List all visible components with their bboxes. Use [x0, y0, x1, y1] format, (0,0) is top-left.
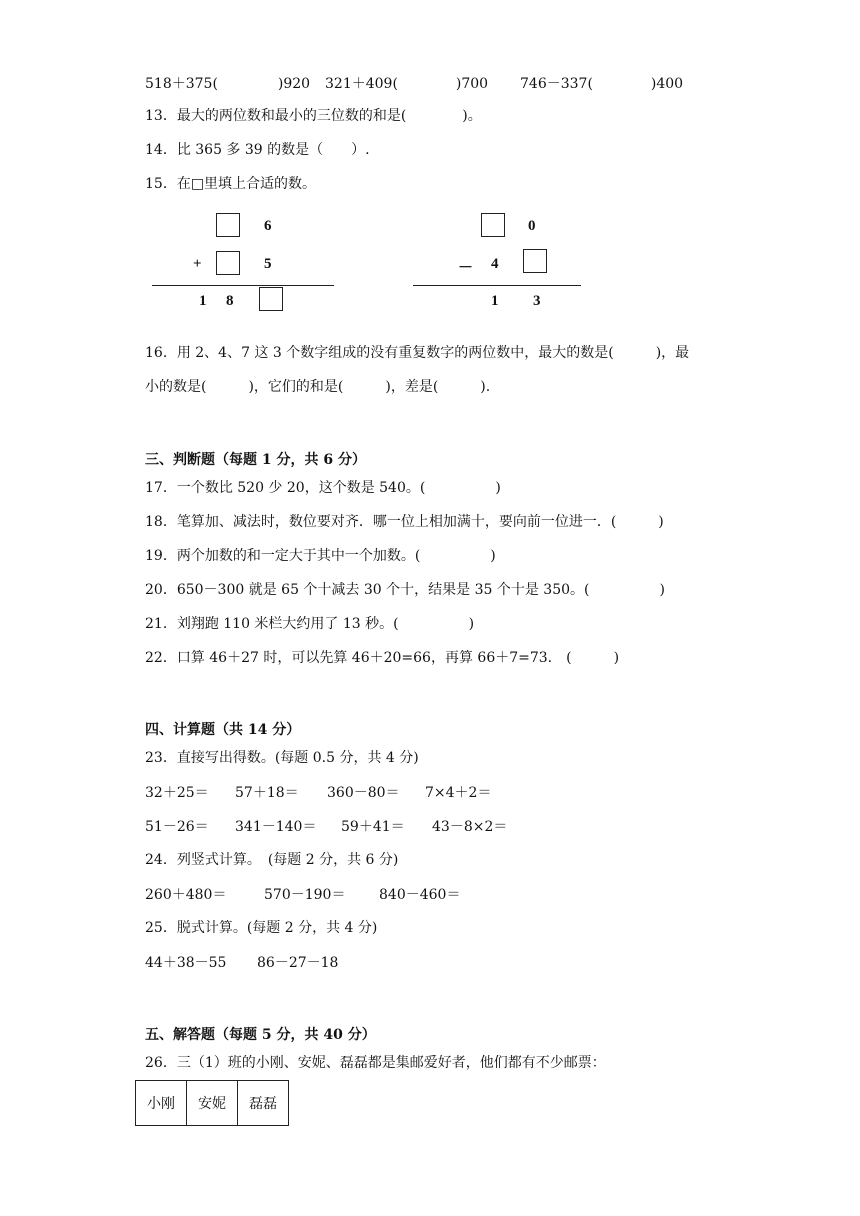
calc-item: 360－80＝ — [327, 785, 400, 801]
question-13: 13．最大的两位数和最小的三位数的和是( )。 — [145, 108, 482, 124]
compare-1-value: )920 — [277, 76, 311, 92]
table-row — [136, 1081, 289, 1126]
digit: 3 — [533, 293, 541, 309]
digit: 0 — [528, 218, 536, 234]
calc-item: 32＋25＝ — [145, 785, 209, 801]
compare-3-expr: 746－337( — [520, 76, 593, 92]
question-16-line-2: 小的数是( )，它们的和是( )，差是( ). — [145, 379, 491, 395]
minus-sign: － — [458, 260, 474, 276]
answer-box[interactable] — [216, 251, 240, 275]
plus-sign: + — [193, 256, 202, 272]
compare-2 — [325, 73, 488, 93]
question-24: 24．列竖式计算。 (每题 2 分，共 6 分) — [145, 852, 399, 868]
compare-3 — [520, 73, 683, 93]
calc-item: 57＋18＝ — [235, 785, 299, 801]
compare-2-expr: 321＋409( — [325, 76, 398, 92]
answer-box[interactable] — [216, 213, 240, 237]
calc-item: 51－26＝ — [145, 819, 209, 835]
calc-item: 43－8×2＝ — [432, 819, 508, 835]
question-26: 26．三（1）班的小刚、安妮、磊磊都是集邮爱好者，他们都有不少邮票： — [145, 1055, 606, 1071]
calc-item: 59＋41＝ — [341, 819, 405, 835]
answer-box[interactable] — [259, 287, 283, 311]
calc-item: 260＋480＝ — [145, 887, 227, 903]
question-14: 14．比 365 多 39 的数是（ ）. — [145, 142, 370, 158]
digit: 1 — [491, 293, 499, 309]
question-20: 20．650－300 就是 65 个十减去 30 个十，结果是 35 个十是 350。( ) — [145, 582, 665, 598]
answer-box[interactable] — [523, 249, 547, 273]
difference-line — [413, 285, 581, 286]
table-cell-xiaogang: 小刚 — [136, 1081, 187, 1126]
calc-item: 570－190＝ — [264, 887, 346, 903]
stamp-table — [135, 1080, 289, 1126]
question-18: 18．笔算加、减法时，数位要对齐．哪一位上相加满十，要向前一位进一．( ) — [145, 514, 664, 530]
question-16-line-1: 16．用 2、4、7 这 3 个数字组成的没有重复数字的两位数中，最大的数是( )，最 — [145, 345, 690, 361]
section-title-judgement: 三、判断题（每题 1 分，共 6 分） — [145, 452, 366, 468]
question-22: 22．口算 46＋27 时，可以先算 46＋20=66，再算 66＋7=73. ( ) — [145, 650, 620, 666]
section-title-word-problems: 五、解答题（每题 5 分，共 40 分） — [145, 1027, 376, 1043]
sum-line — [152, 285, 334, 286]
calc-item: 341－140＝ — [235, 819, 317, 835]
table-cell-leilei: 磊磊 — [238, 1081, 289, 1126]
table-cell-anni: 安妮 — [187, 1081, 238, 1126]
question-25: 25．脱式计算。(每题 2 分，共 4 分) — [145, 920, 378, 936]
question-21: 21．刘翔跑 110 米栏大约用了 13 秒。( ) — [145, 616, 475, 632]
compare-1 — [145, 73, 310, 93]
calc-item: 7×4＋2＝ — [425, 785, 492, 801]
compare-3-value: )400 — [650, 76, 684, 92]
calc-item: 44＋38－55 — [145, 955, 227, 971]
question-23: 23．直接写出得数。(每题 0.5 分，共 4 分) — [145, 750, 419, 766]
compare-1-expr: 518＋375( — [145, 76, 218, 92]
calc-item: 86－27－18 — [257, 955, 339, 971]
question-19: 19．两个加数的和一定大于其中一个加数。( ) — [145, 548, 496, 564]
section-title-calculation: 四、计算题（共 14 分） — [145, 722, 301, 738]
compare-2-value: )700 — [455, 76, 489, 92]
answer-box[interactable] — [481, 213, 505, 237]
digit: 1 — [199, 293, 207, 309]
question-17: 17．一个数比 520 少 20，这个数是 540。( ) — [145, 480, 501, 496]
question-15: 15．在□里填上合适的数。 — [145, 176, 317, 192]
digit: 8 — [226, 293, 234, 309]
digit: 6 — [264, 218, 272, 234]
digit: 5 — [264, 256, 272, 272]
digit: 4 — [491, 256, 499, 272]
calc-item: 840－460＝ — [379, 887, 461, 903]
